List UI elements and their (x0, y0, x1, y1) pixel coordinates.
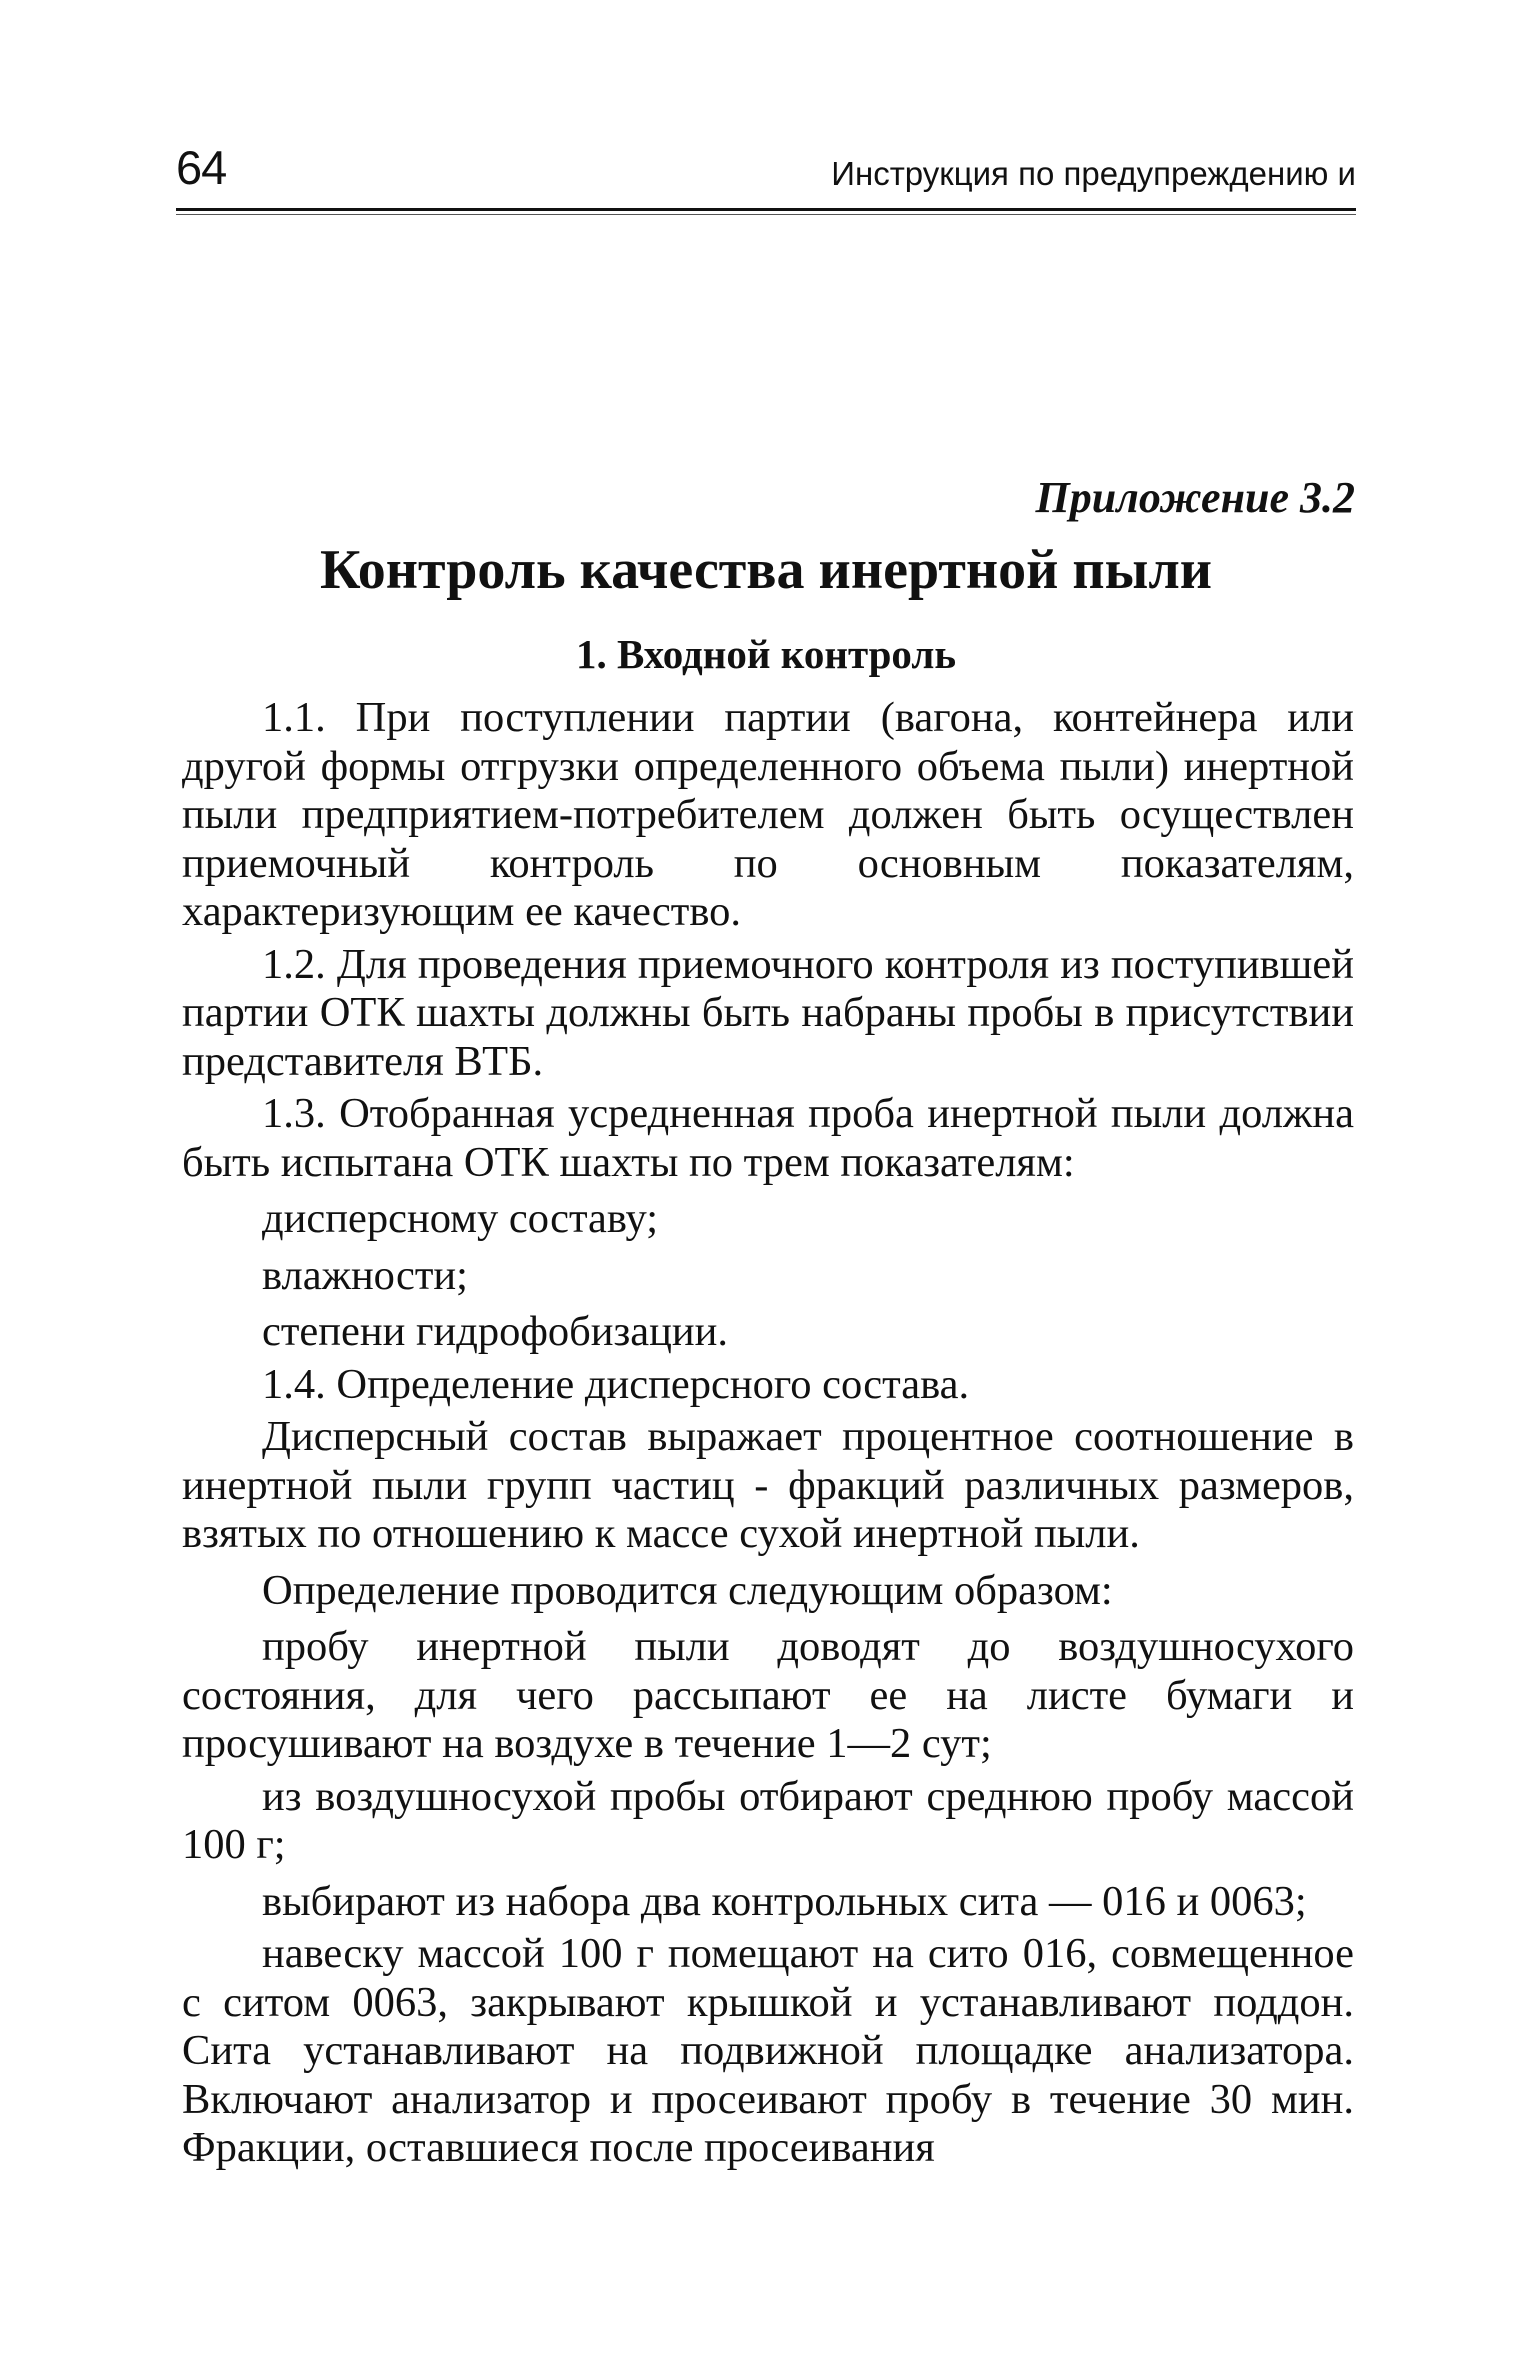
header-rule (176, 208, 1356, 211)
running-header (176, 140, 1356, 214)
section-heading: 1. Входной контроль (575, 631, 957, 677)
paragraph-1-1: 1.1. При поступлении партии (вагона, контейнера или другой формы отгрузки определенного объема пыли) инертной пыли предприятием-потребителем должен быть осуществлен приемочный контроль по основным показателям, характеризующим ее качество. (182, 694, 1354, 935)
running-title: Инструкция по предупреждению и (831, 155, 1356, 192)
paragraph-1-3: 1.3. Отобранная усредненная проба инертной пыли должна быть испытана ОТК шахты по трем показателям: (182, 1090, 1354, 1186)
list-item: влажности; (262, 1251, 468, 1299)
paragraph-1-4: 1.4. Определение дисперсного состава. (262, 1360, 970, 1408)
header-rule-thin (176, 214, 1356, 215)
body-text (182, 694, 1354, 2173)
page-title: Контроль качества инертной пыли (319, 539, 1213, 601)
paragraph-procedure-intro: Определение проводится следующим образом: (262, 1566, 1113, 1614)
list-item: дисперсному составу; (262, 1195, 659, 1242)
list-item: выбирают из набора два контрольных сита — 016 и 0063; (262, 1877, 1307, 1925)
list-item: навеску массой 100 г помещают на сито 016, совмещенное с ситом 0063, закрывают крышкой и устанавливают поддон. Сита устанавливают на подвижной площадке анализатора. Включают анализатор и просеивают пробу в течение 30 мин. Фракции, оставшиеся после просеивания (182, 1930, 1354, 2171)
paragraph-1-2: 1.2. Для проведения приемочного контроля из поступившей партии ОТК шахты должны быть набраны пробы в присутствии представителя ВТБ. (182, 940, 1354, 1085)
appendix-label: Приложение 3.2 (1035, 473, 1355, 522)
list-item: пробу инертной пыли доводят до воздушносухого состояния, для чего рассыпают ее на листе бумаги и просушивают на воздухе в течение 1—2 сут; (182, 1623, 1354, 1767)
list-item: степени гидрофобизации. (262, 1308, 728, 1355)
page-number: 64 (176, 141, 227, 194)
list-item: из воздушносухой пробы отбирают среднюю пробу массой 100 г; (182, 1772, 1354, 1868)
paragraph-dispersion-definition: Дисперсный состав выражает процентное соотношение в инертной пыли групп частиц - фракций различных размеров, взятых по отношению к массе сухой инертной пыли. (182, 1413, 1354, 1557)
